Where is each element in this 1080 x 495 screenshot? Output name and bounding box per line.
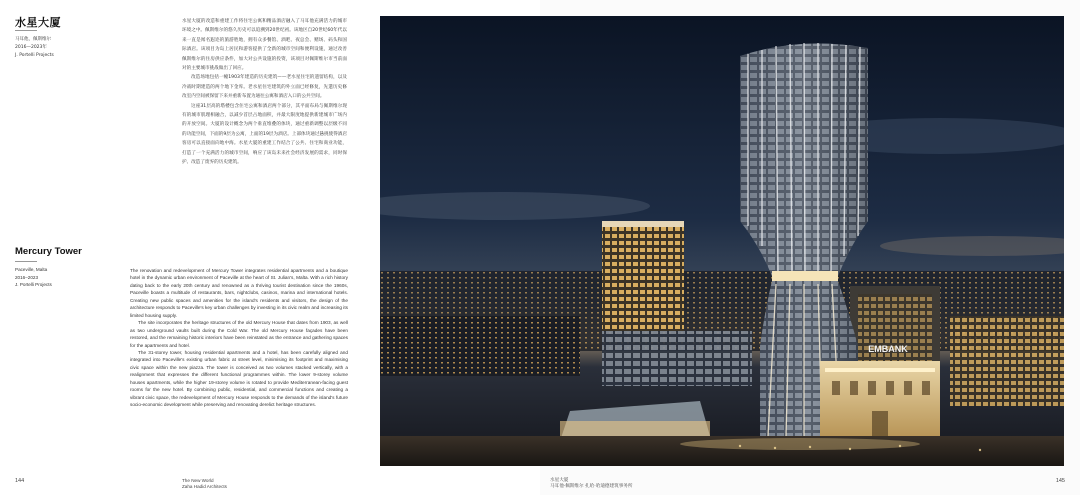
cn-location: 马耳他，佩斯维尔 <box>15 37 51 42</box>
en-project-title: Mercury Tower <box>15 246 82 257</box>
en-paragraph: The site incorporates the heritage structures of the old Mercury House that dates from 1903, as well as two underground vaults built during the Cold War. The old Mercury House façades have been restored, and the remaining historic interiors have been reinstated as the entrance and gathering spaces for the apartments and hotel. <box>130 320 348 348</box>
title-rule <box>15 261 37 262</box>
footer-left <box>182 478 227 490</box>
page-number-right: 145 <box>1055 478 1065 484</box>
cn-paragraph: 改造场地包括一幢1903年建造的历史建筑——老水星住宅的遗留结构，以及冷战时期建造的两个地下金库。老水星住宅建筑的外立面已经修复，先遣历史修改室内空间被保留下来并重新布置为通往公寓和酒店入口的公共空间。 <box>182 75 347 100</box>
cn-project-title: 水星大厦 <box>15 16 61 29</box>
title-rule <box>15 30 37 31</box>
cn-years: 2016—2023年 <box>15 45 47 50</box>
cn-paragraph: 水星大厦的改造和重建工作将住宅公寓和精品酒店融入了马耳他充满活力的城市环境之中。佩斯维尔的悠久历史可以追溯到20世纪初。该地区自20世纪60年代以来一直是闻名遐迩的旅游胜地，拥有众多餐馆、酒吧、夜总会、赌场、码头和国际酒店。该项目为岛上居民和游客提供了全新的城市空间和便利设施，通过改善佩斯维尔的住房供应条件，加大对公共设施的投资，该项目对佩斯维尔市当前面对的主要城市挑战做出了回应。 <box>182 19 347 72</box>
en-project-meta <box>15 266 52 289</box>
en-architect: J. Portelli Projects <box>15 282 52 287</box>
cn-body-text <box>182 17 347 168</box>
cn-project-meta <box>15 36 54 60</box>
night-cityscape-illustration <box>380 16 1064 466</box>
en-paragraph: The 31-storey tower, housing residential apartments and a hotel, has been carefully aligned and integrated into Paceville's existing urban fabric at street level, minimising its footprint and maximising civic space within the new piazza. The tower is conceived as two volumes stacked vertically, with a realignment that expresses the different functional programmes within. The lower 9-storey volume houses apartments, while the higher 19-storey volume is rotated to provide Mediterranean-facing guest rooms for the new hotel. By combining public, residential, and commercial functions and creating a vibrant civic space, the redevelopment of Mercury House responds to the demands of the island's future socio-economic development while preserving and renovating derelict heritage structures. <box>130 349 348 408</box>
building-sign: EMBANK <box>868 344 908 354</box>
cn-paragraph: 这座31层高的塔楼包含住宅公寓和酒店两个部分，其平面布局与佩斯维尔现有的城市肌理相融合，以减少首层占地面积，并最大限度地提供新建城市广场内的开放空间。大厦的设计概念为两个垂直堆叠的体块，通过重新调整以层级不同的功能空间，下面的9层为公寓，上面的19层为酒店。上部体块通过悬挑使得酒店客房可以直接面向地中海。水星大厦的重建工作结合了公共、住宅和商业功能，打造了一个充满活力的城市空间，响应了该岛未来社会经济发展的需求，同时保护、改造了废弃的历史建筑。 <box>182 103 347 166</box>
en-paragraph: The renovation and redevelopment of Mercury Tower integrates residential apartments and a boutique hotel in the dynamic urban environment of Paceville at the heart of St. Julian's, Malta. With a rich history dating back to the early 20th century and renowned as a thriving tourist destination since the 1960s, Paceville boasts a multitude of restaurants, bars, nightclubs, casinos, marina and international hotels. Creating new public spaces and amenities for the island's residents and visitors, the design of the architecture responds to Paceville's key urban challenges by investing in its civic realm and increasing its limited housing supply. <box>130 268 348 318</box>
footer-line: 马耳他·佩斯维尔 扎哈·哈迪德建筑事务所 <box>550 484 633 489</box>
mercury-tower-night-photo <box>380 16 1064 466</box>
en-years: 2016–2023 <box>15 274 38 280</box>
en-location: Paceville, Malta <box>15 267 48 272</box>
footer-right <box>550 478 632 490</box>
page-number-left: 144 <box>15 478 25 484</box>
en-body-text <box>130 267 348 409</box>
footer-line: The New World <box>182 478 214 483</box>
cn-architect: J. Portelli Projects <box>15 53 54 58</box>
footer-line: 水星大厦 <box>550 478 569 483</box>
footer-line: Zaha Hadid Architects <box>182 484 227 489</box>
